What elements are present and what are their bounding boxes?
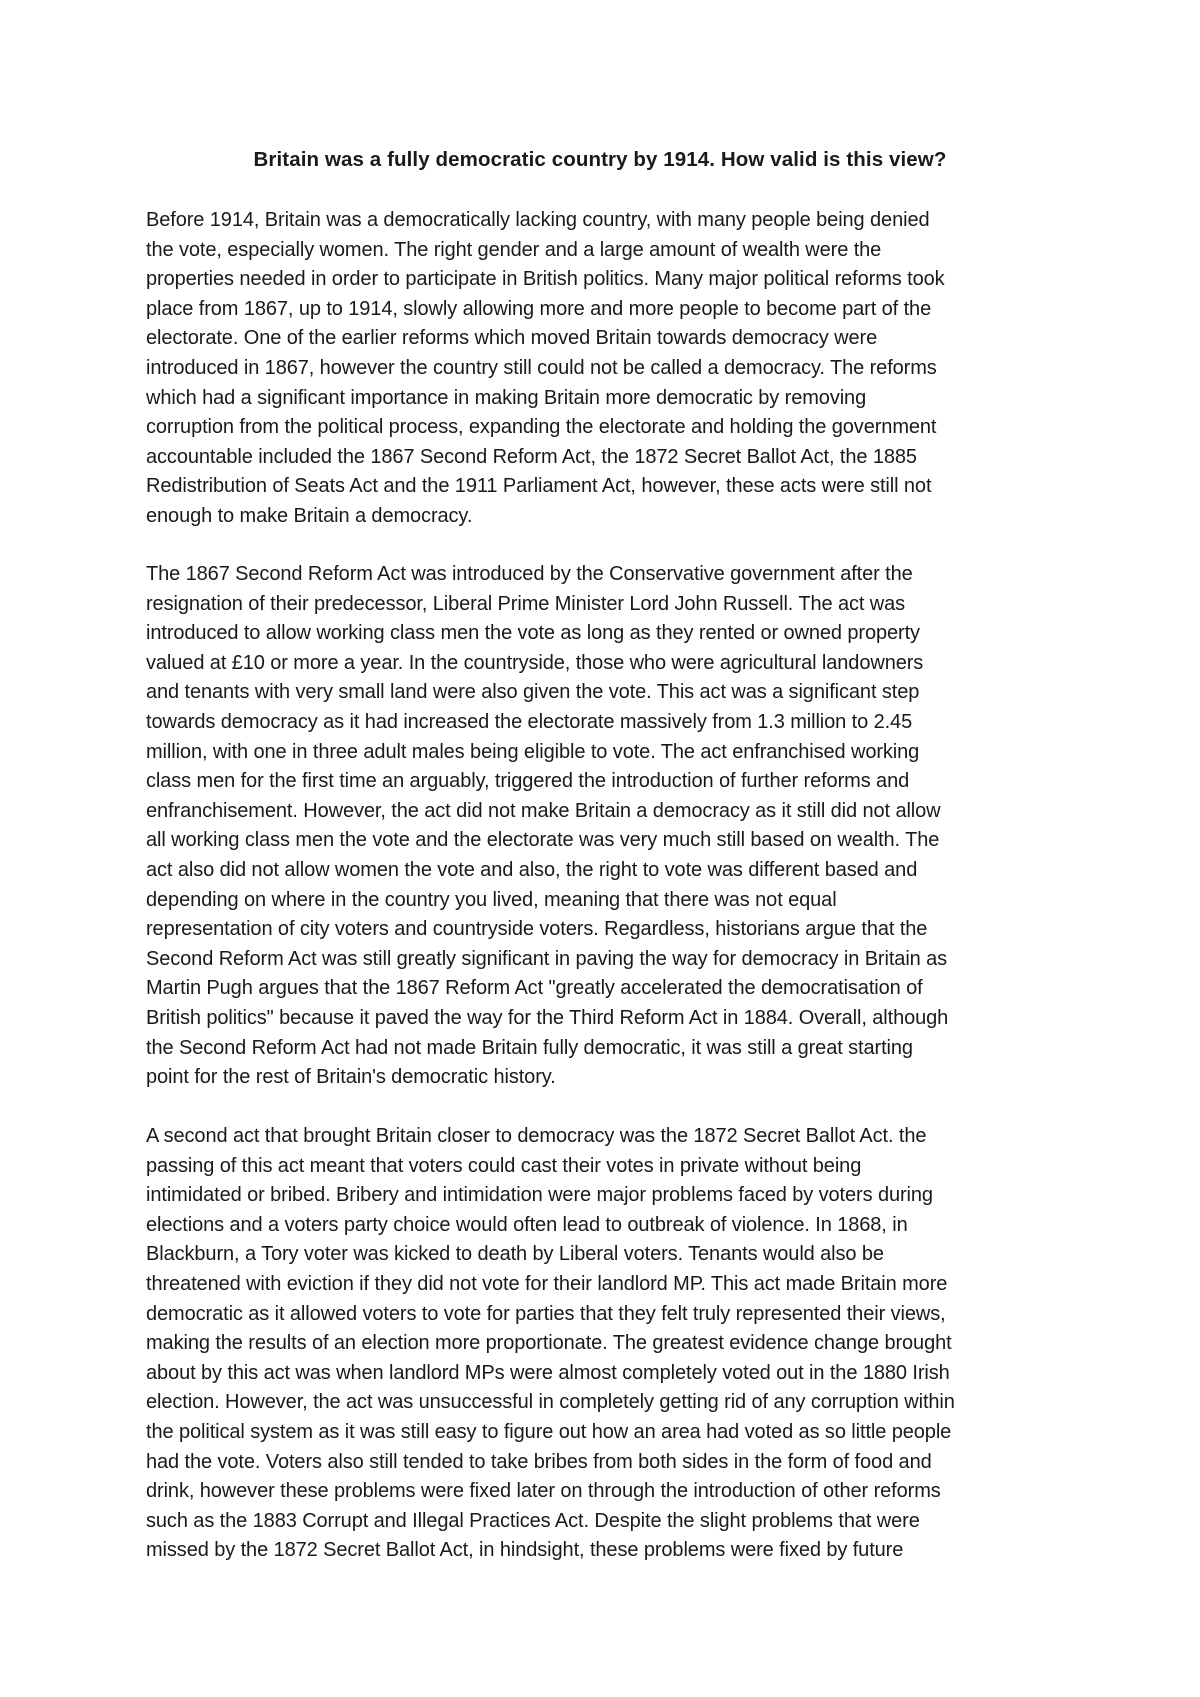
text-line: the political system as it was still easy to figure out how an area had voted as so little people [146,1420,952,1443]
text-line: all working class men the vote and the electorate was very much still based on wealth. The [146,829,940,852]
text-line: enough to make Britain a democracy. [146,504,473,527]
text-line: act also did not allow women the vote and also, the right to vote was different based and [146,858,918,881]
text-line: elections and a voters party choice would often lead to outbreak of violence. In 1868, in [146,1213,908,1236]
text-line: corruption from the political process, expanding the electorate and holding the government [146,416,937,439]
text-line: intimidated or bribed. Bribery and intimidation were major problems faced by voters during [146,1184,933,1207]
text-line: threatened with eviction if they did not vote for their landlord MP. This act made Britain more [146,1272,948,1295]
text-line: which had a significant importance in making Britain more democratic by removing [146,386,867,409]
text-line: democratic as it allowed voters to vote for parties that they felt truly represented their views, [146,1302,946,1325]
document-title: Britain was a fully democratic country by 1914. How valid is this view? [253,148,947,171]
text-line: A second act that brought Britain closer to democracy was the 1872 Secret Ballot Act. the [146,1125,927,1147]
text-line: the vote, especially women. The right gender and a large amount of wealth were the [146,238,882,261]
text-line: place from 1867, up to 1914, slowly allowing more and more people to become part of the [146,297,932,320]
text-line: depending on where in the country you lived, meaning that there was not equal [146,888,837,911]
text-line: valued at £10 or more a year. In the countryside, those who were agricultural landowners [146,651,924,674]
text-line: point for the rest of Britain's democratic history. [146,1066,556,1089]
text-line: million, with one in three adult males being eligible to vote. The act enfranchised working [146,740,920,763]
text-line: introduced to allow working class men the vote as long as they rented or owned property [146,622,920,645]
text-line: representation of city voters and countryside voters. Regardless, historians argue that the [146,918,928,941]
text-line: and tenants with very small land were also given the vote. This act was a significant step [146,681,920,704]
text-line: Redistribution of Seats Act and the 1911 Parliament Act, however, these acts were still not [146,475,932,498]
text-line: electorate. One of the earlier reforms which moved Britain towards democracy were [146,327,878,350]
text-line: introduced in 1867, however the country still could not be called a democracy. The reforms [146,356,937,379]
text-line: Second Reform Act was still greatly significant in paving the way for democracy in Britain as [146,947,948,970]
text-line: election. However, the act was unsuccessful in completely getting rid of any corruption within [146,1391,955,1414]
text-line: British politics" because it paved the way for the Third Reform Act in 1884. Overall, although [146,1006,949,1029]
text-line: missed by the 1872 Secret Ballot Act, in hindsight, these problems were fixed by future [146,1539,904,1562]
text-line: Before 1914, Britain was a democratically lacking country, with many people being denied [146,209,930,231]
text-line: passing of this act meant that voters could cast their votes in private without being [146,1154,862,1177]
paragraph-secret-ballot-act [146,1122,1076,1566]
text-line: such as the 1883 Corrupt and Illegal Practices Act. Despite the slight problems that were [146,1509,920,1532]
text-line: resignation of their predecessor, Liberal Prime Minister Lord John Russell. The act was [146,592,906,615]
paragraph-introduction [146,206,1076,532]
text-line: had the vote. Voters also still tended to take bribes from both sides in the form of food and [146,1450,932,1473]
text-line: the Second Reform Act had not made Britain fully democratic, it was still a great starting [146,1036,913,1059]
text-line: class men for the first time an arguably, triggered the introduction of further reforms and [146,770,910,793]
text-line: drink, however these problems were fixed later on through the introduction of other reforms [146,1480,941,1503]
text-line: enfranchisement. However, the act did not make Britain a democracy as it still did not allow [146,799,941,822]
text-line: properties needed in order to participate in British politics. Many major political reforms took [146,268,945,291]
text-line: Blackburn, a Tory voter was kicked to death by Liberal voters. Tenants would also be [146,1243,884,1266]
text-line: Martin Pugh argues that the 1867 Reform Act "greatly accelerated the democratisation of [146,977,923,1000]
paragraph-second-reform-act [146,560,1076,1093]
text-line: towards democracy as it had increased the electorate massively from 1.3 million to 2.45 [146,710,913,733]
text-line: The 1867 Second Reform Act was introduced by the Conservative government after the [146,563,913,585]
text-line: accountable included the 1867 Second Reform Act, the 1872 Secret Ballot Act, the 1885 [146,445,917,468]
text-line: about by this act was when landlord MPs were almost completely voted out in the 1880 Irish [146,1361,950,1384]
text-line: making the results of an election more proportionate. The greatest evidence change brought [146,1332,952,1355]
